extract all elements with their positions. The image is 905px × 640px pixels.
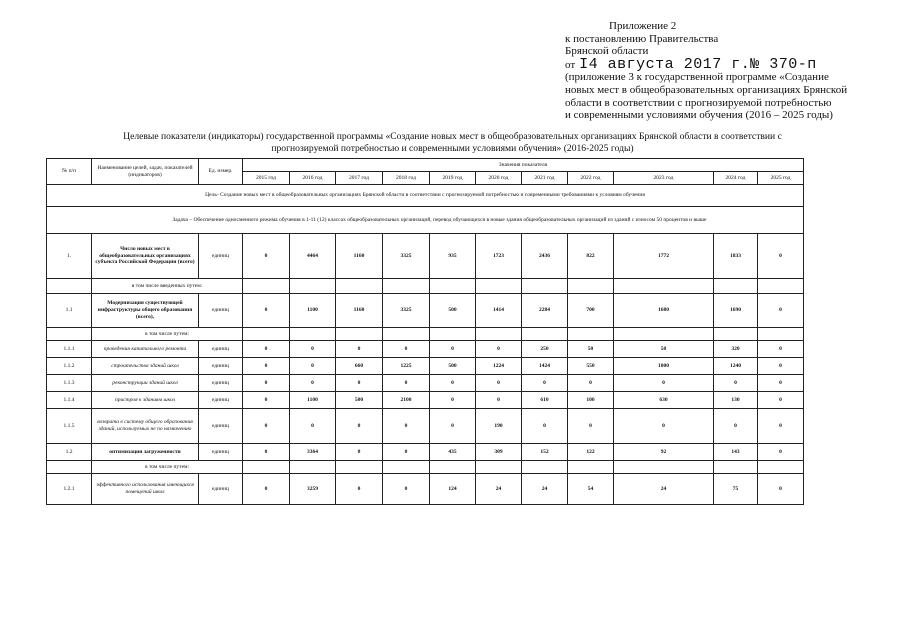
row-unit: единиц — [199, 409, 243, 444]
row-unit: единиц — [199, 444, 243, 461]
appendix-line2: к постановлению Правительства — [565, 32, 719, 45]
value-cell: 1414 — [476, 294, 522, 328]
value-cell: 0 — [383, 474, 430, 505]
value-cell: 660 — [336, 358, 383, 375]
empty-cell — [522, 328, 568, 341]
value-cell: 3364 — [290, 444, 336, 461]
empty-cell — [383, 279, 430, 294]
value-cell: 0 — [568, 375, 614, 392]
value-cell: 54 — [568, 474, 614, 505]
value-cell: 190 — [476, 409, 522, 444]
title-line2: прогнозируемой потребностью и современными условиями обучения» (2016-2025 годы) — [271, 142, 634, 154]
empty-cell — [47, 279, 92, 294]
value-cell: 1160 — [336, 294, 383, 328]
row-number: 1.1.3 — [47, 375, 92, 392]
value-cell: 0 — [243, 375, 290, 392]
value-cell: 500 — [336, 392, 383, 409]
value-cell: 0 — [430, 409, 476, 444]
value-cell: 2436 — [522, 234, 568, 279]
document-title — [60, 131, 845, 154]
value-cell: 1240 — [714, 358, 758, 375]
value-cell: 630 — [614, 392, 714, 409]
value-cell: 320 — [714, 341, 758, 358]
empty-cell — [290, 328, 336, 341]
title-line1: Целевые показатели (индикаторы) государственной программы «Создание новых мест в общеобразовательных организациях Брянской области в соответствии с — [123, 131, 782, 142]
header-year: 2023 год — [614, 172, 714, 185]
row-number: 1.1.1 — [47, 341, 92, 358]
empty-cell — [290, 461, 336, 474]
value-cell: 0 — [476, 341, 522, 358]
row-number: 1.2.1 — [47, 474, 92, 505]
header-year: 2015 год — [243, 172, 290, 185]
row-unit: единиц — [199, 358, 243, 375]
row-number: 1.2 — [47, 444, 92, 461]
value-cell: 130 — [714, 392, 758, 409]
empty-cell — [336, 328, 383, 341]
value-cell: 3259 — [290, 474, 336, 505]
value-cell: 0 — [243, 474, 290, 505]
value-cell: 0 — [243, 392, 290, 409]
table-row — [47, 409, 804, 444]
header-year: 2022 год — [568, 172, 614, 185]
value-cell: 75 — [714, 474, 758, 505]
value-cell: 0 — [383, 341, 430, 358]
task-cell: Задача – Обеспечение односменного режима обучения в 1-11 (12) классах общеобразовательных организаций, перевод обучающихся в новые здания общеобразовательных организаций из зданий с износом 50 процентов и выше — [47, 207, 804, 234]
empty-cell — [476, 461, 522, 474]
header-year: 2019 год — [430, 172, 476, 185]
value-cell: 24 — [522, 474, 568, 505]
empty-cell — [430, 461, 476, 474]
header-year: 2025 год — [758, 172, 804, 185]
value-cell: 143 — [714, 444, 758, 461]
row-unit: единиц — [199, 234, 243, 279]
value-cell: 1772 — [614, 234, 714, 279]
value-cell: 0 — [336, 474, 383, 505]
empty-cell — [758, 328, 804, 341]
value-cell: 0 — [758, 474, 804, 505]
row-unit: единиц — [199, 375, 243, 392]
value-cell: 2284 — [522, 294, 568, 328]
header-year: 2020 год — [476, 172, 522, 185]
value-cell: 3325 — [383, 234, 430, 279]
value-cell: 0 — [243, 294, 290, 328]
value-cell: 0 — [336, 375, 383, 392]
value-cell: 0 — [383, 375, 430, 392]
empty-cell — [522, 279, 568, 294]
empty-cell — [430, 328, 476, 341]
empty-cell — [383, 328, 430, 341]
value-cell: 0 — [243, 234, 290, 279]
value-cell: 0 — [522, 375, 568, 392]
empty-cell — [47, 328, 92, 341]
value-cell: 1833 — [714, 234, 758, 279]
value-cell: 1424 — [522, 358, 568, 375]
value-cell: 24 — [476, 474, 522, 505]
value-cell: 0 — [243, 409, 290, 444]
appendix-date-line — [565, 55, 847, 73]
table-row — [47, 358, 804, 375]
empty-cell — [568, 328, 614, 341]
row-number: 1.1.5 — [47, 409, 92, 444]
header-year: 2017 год — [336, 172, 383, 185]
value-cell: 0 — [522, 409, 568, 444]
appendix-line3: Брянской области — [565, 45, 649, 58]
empty-cell — [290, 279, 336, 294]
appendix-line6: новых мест в общеобразовательных организациях Брянской — [565, 83, 848, 96]
value-cell: 0 — [243, 444, 290, 461]
value-cell: 4464 — [290, 234, 336, 279]
value-cell: 700 — [568, 294, 614, 328]
empty-cell — [568, 461, 614, 474]
empty-cell — [336, 279, 383, 294]
empty-cell — [476, 328, 522, 341]
value-cell: 435 — [430, 444, 476, 461]
value-cell: 0 — [476, 392, 522, 409]
value-cell: 122 — [568, 444, 614, 461]
header-name: Наименование целей, задач, показателей (индикаторов) — [92, 159, 199, 185]
header-num: № п/п — [47, 159, 92, 185]
value-cell: 1224 — [476, 358, 522, 375]
subheader-row — [47, 461, 804, 474]
appendix-block — [565, 20, 847, 122]
value-cell: 500 — [430, 358, 476, 375]
value-cell: 250 — [522, 341, 568, 358]
table-row — [47, 294, 804, 328]
value-cell: 1100 — [290, 294, 336, 328]
value-cell: 24 — [614, 474, 714, 505]
value-cell: 0 — [758, 444, 804, 461]
row-name: Модернизация существующей инфраструктуры общего образования (всего), — [92, 294, 199, 328]
value-cell: 0 — [243, 341, 290, 358]
subheader-row — [47, 279, 804, 294]
value-cell: 500 — [430, 294, 476, 328]
value-cell: 0 — [758, 341, 804, 358]
value-cell: 309 — [476, 444, 522, 461]
row-number: 1.1 — [47, 294, 92, 328]
table-row — [47, 341, 804, 358]
row-number: 1. — [47, 234, 92, 279]
empty-cell — [568, 279, 614, 294]
empty-cell — [614, 328, 714, 341]
header-year: 2021 год — [522, 172, 568, 185]
row-number: 1.1.4 — [47, 392, 92, 409]
appendix-line7: области в соответствии с прогнозируемой потребностью — [565, 96, 832, 109]
row-name: строительства зданий школ — [92, 358, 199, 375]
table-row — [47, 444, 804, 461]
value-cell: 1000 — [614, 358, 714, 375]
value-cell: 124 — [430, 474, 476, 505]
task-row — [47, 207, 804, 234]
value-cell: 550 — [568, 358, 614, 375]
value-cell: 0 — [614, 375, 714, 392]
value-cell: 0 — [430, 341, 476, 358]
value-cell: 50 — [568, 341, 614, 358]
value-cell: 1723 — [476, 234, 522, 279]
empty-cell — [614, 461, 714, 474]
value-cell: 0 — [336, 409, 383, 444]
table-row — [47, 474, 804, 505]
value-cell: 0 — [383, 409, 430, 444]
appendix-line1: Приложение 2 — [609, 20, 677, 32]
value-cell: 0 — [336, 341, 383, 358]
row-name: возврата в систему общего образования зданий, используемых не по назначению — [92, 409, 199, 444]
empty-cell — [714, 461, 758, 474]
value-cell: 0 — [243, 358, 290, 375]
value-cell: 935 — [430, 234, 476, 279]
header-row-1 — [47, 159, 804, 172]
row-name: проведения капитального ремонта — [92, 341, 199, 358]
empty-cell — [714, 328, 758, 341]
value-cell: 0 — [758, 409, 804, 444]
row-name: пристроя к зданиям школ — [92, 392, 199, 409]
row-number: 1.1.2 — [47, 358, 92, 375]
row-unit: единиц — [199, 474, 243, 505]
subheader-row — [47, 328, 804, 341]
empty-cell — [243, 461, 290, 474]
value-cell: 1225 — [383, 358, 430, 375]
empty-cell — [614, 279, 714, 294]
value-cell: 92 — [614, 444, 714, 461]
value-cell: 0 — [290, 375, 336, 392]
value-cell: 3325 — [383, 294, 430, 328]
value-cell: 0 — [290, 341, 336, 358]
value-cell: 0 — [430, 375, 476, 392]
indicators-table — [46, 158, 804, 505]
table-row — [47, 375, 804, 392]
subheader-label: в том числе введенных путем: — [92, 279, 243, 294]
value-cell: 0 — [758, 358, 804, 375]
value-cell: 1100 — [290, 392, 336, 409]
goal-cell: Цель- Создание новых мест в общеобразовательных организациях Брянской области в соответствии с прогнозируемой потребностью и современными требованиями к условиям обучения — [47, 185, 804, 207]
value-cell: 0 — [290, 358, 336, 375]
header-year: 2024 год — [714, 172, 758, 185]
value-cell: 1680 — [614, 294, 714, 328]
value-cell: 0 — [714, 409, 758, 444]
value-cell: 0 — [714, 375, 758, 392]
row-unit: единиц — [199, 341, 243, 358]
table-row — [47, 234, 804, 279]
value-cell: 50 — [614, 341, 714, 358]
row-name: эффективного использования имеющихся помещений школ — [92, 474, 199, 505]
value-cell: 0 — [336, 444, 383, 461]
value-cell: 0 — [476, 375, 522, 392]
row-name: реконструкции зданий школ — [92, 375, 199, 392]
empty-cell — [476, 279, 522, 294]
value-cell: 0 — [758, 392, 804, 409]
header-unit: Ед. измер. — [199, 159, 243, 185]
table-row — [47, 392, 804, 409]
handwritten-date-number: I4 августа 2017 г.№ 370-п — [579, 55, 817, 73]
value-cell: 100 — [568, 392, 614, 409]
value-cell: 610 — [522, 392, 568, 409]
empty-cell — [383, 461, 430, 474]
row-name: оптимизации загруженности — [92, 444, 199, 461]
value-cell: 0 — [614, 409, 714, 444]
value-cell: 152 — [522, 444, 568, 461]
value-cell: 822 — [568, 234, 614, 279]
goal-row — [47, 185, 804, 207]
header-year: 2016 год — [290, 172, 336, 185]
value-cell: 0 — [758, 294, 804, 328]
value-cell: 0 — [383, 444, 430, 461]
row-name: Число новых мест в общеобразовательных организациях субъекта Российской Федерации (всего) — [92, 234, 199, 279]
empty-cell — [243, 328, 290, 341]
empty-cell — [336, 461, 383, 474]
empty-cell — [758, 461, 804, 474]
empty-cell — [714, 279, 758, 294]
appendix-line5: (приложение 3 к государственной программе «Создание — [565, 71, 829, 84]
empty-cell — [47, 461, 92, 474]
empty-cell — [243, 279, 290, 294]
value-cell: 0 — [290, 409, 336, 444]
value-cell: 0 — [568, 409, 614, 444]
empty-cell — [758, 279, 804, 294]
value-cell: 0 — [430, 392, 476, 409]
subheader-label: в том числе путем: — [92, 328, 243, 341]
appendix-line8: и современными условиями обучения (2016 – 2025 годы) — [565, 109, 833, 122]
value-cell: 0 — [758, 375, 804, 392]
row-unit: единиц — [199, 392, 243, 409]
value-cell: 1690 — [714, 294, 758, 328]
from-label: от — [565, 58, 576, 71]
header-year: 2018 год — [383, 172, 430, 185]
empty-cell — [522, 461, 568, 474]
empty-cell — [430, 279, 476, 294]
header-values: Значения показателя — [243, 159, 804, 172]
subheader-label: в том числе путем: — [92, 461, 243, 474]
row-unit: единиц — [199, 294, 243, 328]
value-cell: 2100 — [383, 392, 430, 409]
value-cell: 0 — [758, 234, 804, 279]
value-cell: 1160 — [336, 234, 383, 279]
